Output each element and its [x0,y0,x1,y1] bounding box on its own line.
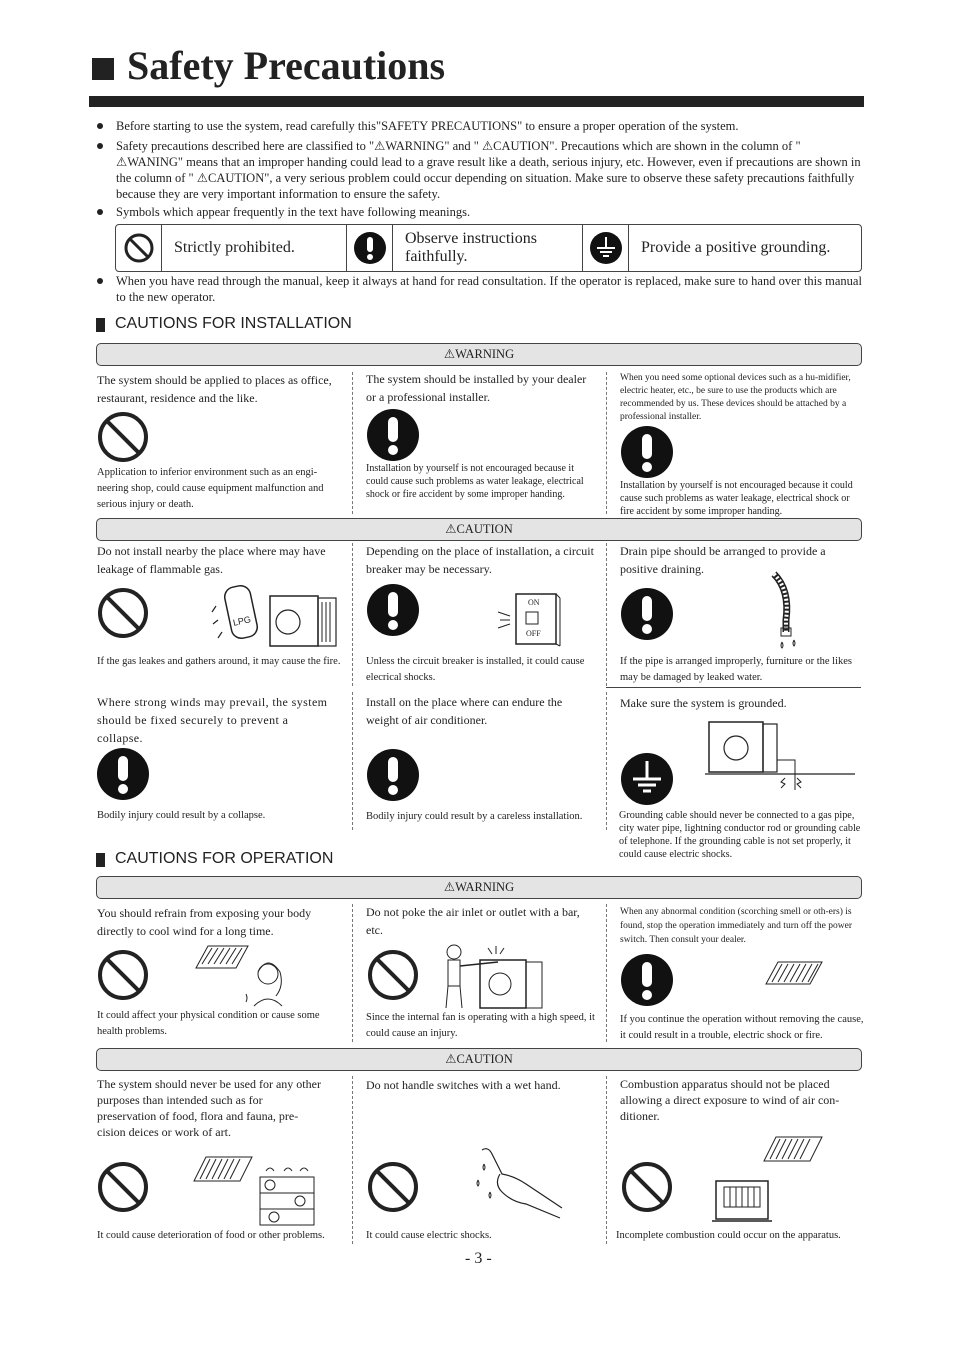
install-caution-1-caption: If the gas leakes and gathers around, it may cause the fire. [97,656,341,667]
operation-caution-3-caption: Incomplete combustion could occur on the apparatus. [616,1230,841,1241]
exclamation-icon [347,225,393,271]
operation-warning-1-text: You should refrain from exposing your body directly to cool wind for a long time. [97,906,312,938]
bullet-item: Symbols which appear frequently in the text have following meanings. [97,204,862,220]
circuit-breaker-illustration [496,590,562,648]
exclamation-icon [366,408,420,462]
title-square-icon [92,58,114,80]
exclamation-icon [620,953,674,1007]
bullet-dot-icon [97,143,103,149]
grounded-unit-illustration [705,720,855,804]
install-warning-1-text: The system should be applied to places as office, restaurant, residence and the like. [97,373,332,405]
install-caution-4-text: Where strong winds may prevail, the system should be fixed securely to prevent a collapse. [97,695,328,745]
on-label: ON [528,598,540,607]
exclamation-icon [620,587,674,641]
column-divider [352,692,353,830]
column-divider [606,1076,607,1244]
bullet-item: Safety precautions described here are classified to "⚠WARNING" and " ⚠CAUTION". Precautions which are shown in the column of " ⚠WANING" means that an improper handing could lead to a grave result like a death, serious injury, etc. However, even if precautions are shown in the column of " ⚠CAUTION", a very serious problem could occur depending on situation. Make sure to observe these safety precautions faithfully because they are very important information to ensure the safety. [97,138,862,202]
food-shelf-illustration [190,1155,320,1229]
bullet-item: When you have read through the manual, keep it always at hand for read consultation. If the operator is replaced, make sure to hand over this manual to the new operator. [97,273,862,305]
install-warning-2-text: The system should be installed by your dealer or a professional installer. [366,372,587,404]
operation-warning-1-caption: It could affect your physical condition or cause some health problems. [97,1010,320,1037]
column-divider [606,543,607,686]
operation-caution-2-text: Do not handle switches with a wet hand. [366,1078,561,1092]
exclamation-icon [366,748,420,802]
install-warning-1-caption: Application to inferior environment such as an engi-neering shop, could cause equipment malfunction and serious injury or death. [97,467,324,510]
install-caution-4-caption: Bodily injury could result by a collapse. [97,810,266,821]
column-divider [606,372,607,514]
operation-caution-1-caption: It could cause deterioration of food or other problems. [97,1230,325,1241]
caution-band: ⚠CAUTION [96,1048,862,1071]
bullet-dot-icon [97,278,103,284]
install-caution-6-text: Make sure the system is grounded. [620,696,787,710]
bullet-dot-icon [97,209,103,215]
prohibited-icon [96,586,150,640]
install-warning-2-caption: Installation by yourself is not encouraged because it could cause such problems as water leakage, electrical shock or fire accident by some improper handing. [366,463,584,500]
prohibited-icon [96,1160,150,1214]
prohibited-icon [620,1160,674,1214]
exclamation-icon [96,747,150,801]
symbol-label-ground: Provide a positive grounding. [641,239,831,256]
exclamation-icon [366,583,420,637]
prohibited-icon [366,948,420,1002]
symbols-table [115,224,862,272]
section-heading-operation: CAUTIONS FOR OPERATION [115,850,334,867]
install-caution-6-caption: Grounding cable should never be connected to a gas pipe, city water pipe, lightning conductor rod or grounding cable of telephone. If the grounding cable is not set properly, it could cause electric shocks. [619,810,861,860]
operation-caution-1-text: The system should never be used for any other purposes than intended such as for preservation of food, flora and fauna, pre-cision deices or work of art. [97,1077,321,1139]
ground-icon [620,752,674,806]
exclamation-icon [620,425,674,479]
drain-pipe-illustration [764,570,808,652]
install-caution-2-caption: Unless the circuit breaker is installed, it could cause elecrical shocks. [366,656,585,683]
column-divider [606,904,607,1042]
column-divider [352,543,353,686]
prohibited-icon [96,410,150,464]
install-warning-3-caption: Installation by yourself is not encouraged because it could cause such problems as water leakage, electrical shock or fire accident by some improper handing. [620,480,853,517]
page-number: - 3 - [465,1250,492,1267]
install-caution-1-text: Do not install nearby the place where may have leakage of flammable gas. [97,544,326,576]
prohibited-icon [116,225,162,271]
heater-illustration [708,1135,828,1225]
caution-band: ⚠CAUTION [96,518,862,541]
install-caution-2-text: Depending on the place of installation, a circuit breaker may be necessary. [366,544,594,576]
install-caution-5-caption: Bodily injury could result by a careless installation. [366,811,583,822]
section-square-icon [96,318,105,332]
symbol-label-prohibited: Strictly prohibited. [162,225,347,271]
symbol-label-observe: Observe instructions faithfully. [393,225,583,271]
warning-band: ⚠WARNING [96,343,862,366]
lpg-label: LPG [232,614,252,628]
section-heading-installation: CAUTIONS FOR INSTALLATION [115,315,352,332]
operation-caution-2-caption: It could cause electric shocks. [366,1230,492,1241]
section-square-icon [96,853,105,867]
operation-warning-2-text: Do not poke the air inlet or outlet with a bar, etc. [366,905,580,937]
page-title: Safety Precautions [127,43,446,88]
install-warning-3-text: When you need some optional devices such as a hu-midifier, electric heater, etc., be sure to use the products which are recommended by us. These devices should be attached by a professional installer. [620,373,851,422]
wet-hand-illustration [470,1144,570,1224]
install-caution-5-text: Install on the place where can endure the weight of air conditioner. [366,695,563,727]
install-caution-3-text: Drain pipe should be arranged to provide a positive draining. [620,544,826,576]
column-divider [352,372,353,514]
prohibited-icon [96,948,150,1002]
warning-band: ⚠WARNING [96,876,862,899]
operation-warning-2-caption: Since the internal fan is operating with a high speed, it could cause an injury. [366,1012,595,1039]
operation-warning-3-caption: If you continue the operation without removing the cause, it could result in a trouble, electric shock or fire. [620,1014,864,1041]
title-divider [89,96,864,107]
row-divider [606,687,861,688]
bullet-dot-icon [97,123,103,129]
install-caution-3-caption: If the pipe is arranged improperly, furniture or the likes may be damaged by leaked water. [620,656,852,683]
column-divider [606,692,607,830]
cold-wind-person-illustration [188,944,298,1010]
wind-lines-icon [762,960,824,986]
column-divider [352,1076,353,1244]
operation-caution-3-text: Combustion apparatus should not be placed allowing a direct exposure to wind of air con-ditioner. [620,1077,840,1123]
ground-icon [583,225,629,271]
child-poking-unit-illustration [440,942,550,1012]
prohibited-icon [366,1160,420,1214]
column-divider [352,904,353,1042]
bullet-item: Before starting to use the system, read carefully this"SAFETY PRECAUTIONS" to ensure a proper operation of the system. [97,118,862,134]
operation-warning-3-text: When any abnormal condition (scorching smell or oth-ers) is found, stop the operation immediately and turn off the power switch. Then consult your dealer. [620,907,852,945]
gas-cylinder-illustration [210,576,340,652]
off-label: OFF [526,629,541,638]
